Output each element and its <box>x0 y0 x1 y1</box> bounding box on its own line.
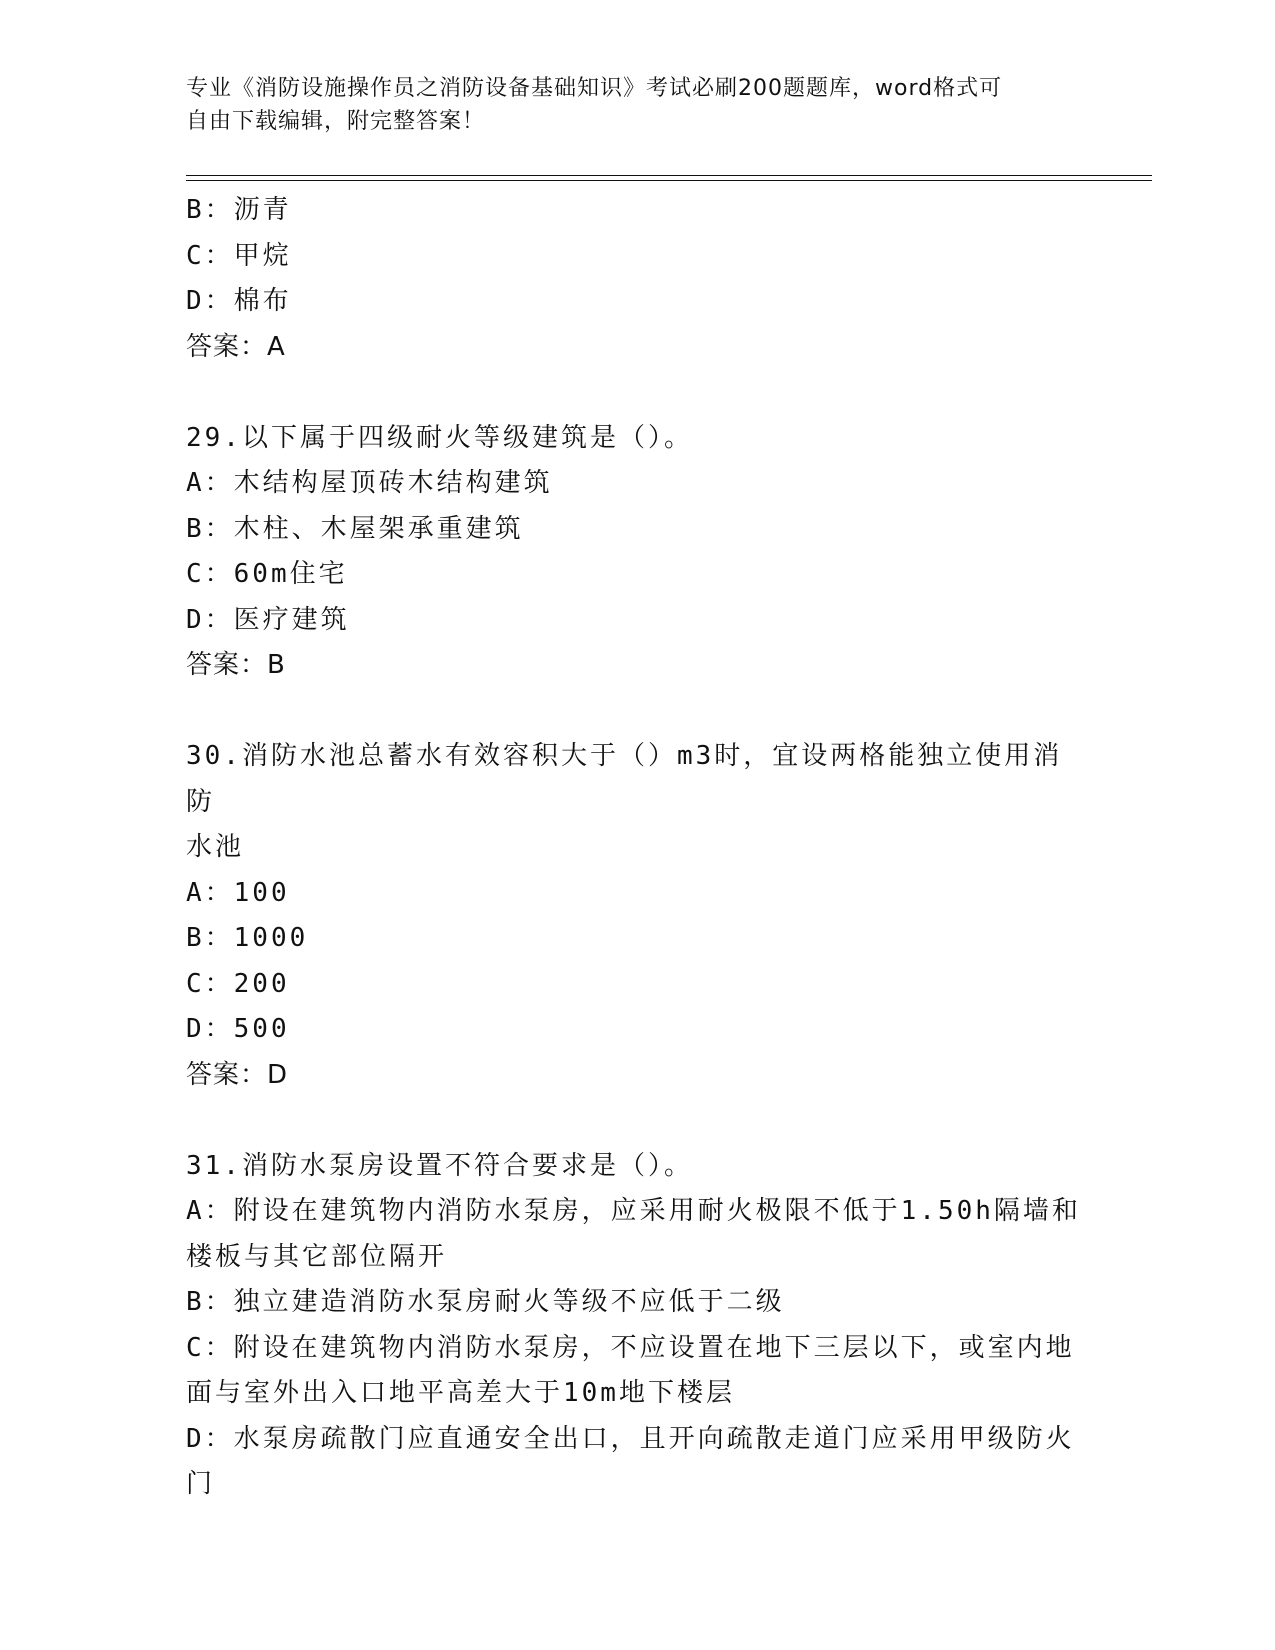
question-text: 29.以下属于四级耐火等级建筑是（）。 <box>186 422 693 453</box>
question-29 <box>186 416 1086 689</box>
option-d: D：水泵房疏散门应直通安全出口，且开向疏散走道门应采用甲级防火 <box>186 1423 1075 1454</box>
option-a: A：附设在建筑物内消防水泵房，应采用耐火极限不低于1.50h隔墙和 <box>186 1196 1081 1226</box>
header-divider-bottom <box>186 180 1152 181</box>
option-d: D：500 <box>186 1014 290 1044</box>
option-d: D：医疗建筑 <box>186 604 350 635</box>
option-c: C：60m住宅 <box>186 559 348 589</box>
question-text: 31.消防水泵房设置不符合要求是（）。 <box>186 1150 693 1181</box>
question-list <box>186 188 1086 1508</box>
option-a: A：木结构屋顶砖木结构建筑 <box>186 468 553 498</box>
option-d: D：棉布 <box>186 286 292 316</box>
spacer <box>186 1098 1086 1144</box>
option-a-continued: 楼板与其它部位隔开 <box>186 1241 448 1272</box>
option-c: C：附设在建筑物内消防水泵房，不应设置在地下三层以下，或室内地 <box>186 1332 1075 1363</box>
question-30 <box>186 734 1086 1098</box>
option-c: C：甲烷 <box>186 240 292 271</box>
option-c: C：200 <box>186 968 290 999</box>
option-b: B：沥青 <box>186 195 292 225</box>
spacer <box>186 370 1086 416</box>
option-a: A：100 <box>186 877 290 908</box>
header-title-line-1: 专业《消防设施操作员之消防设备基础知识》考试必刷200题题库，word格式可 <box>186 76 1003 101</box>
question-text-continued: 水池 <box>186 832 245 862</box>
option-b: B：1000 <box>186 923 309 953</box>
option-d-continued: 门 <box>186 1469 216 1499</box>
option-b: B：独立建造消防水泵房耐火等级不应低于二级 <box>186 1287 785 1317</box>
question-text: 30.消防水池总蓄水有效容积大于（）m3时，宜设两格能独立使用消防 <box>186 741 1063 817</box>
option-b: B：木柱、木屋架承重建筑 <box>186 513 524 544</box>
answer-line: 答案：A <box>186 331 286 362</box>
option-c-continued: 面与室外出入口地平高差大于10m地下楼层 <box>186 1378 735 1408</box>
question-31 <box>186 1144 1086 1508</box>
question-28-tail <box>186 188 1086 370</box>
header-divider-top <box>186 175 1152 176</box>
answer-line: 答案：B <box>186 650 286 680</box>
answer-line: 答案：D <box>186 1059 289 1090</box>
header-title-line-2: 自由下载编辑，附完整答案！ <box>186 109 486 134</box>
document-header <box>186 72 1066 138</box>
spacer <box>186 689 1086 735</box>
